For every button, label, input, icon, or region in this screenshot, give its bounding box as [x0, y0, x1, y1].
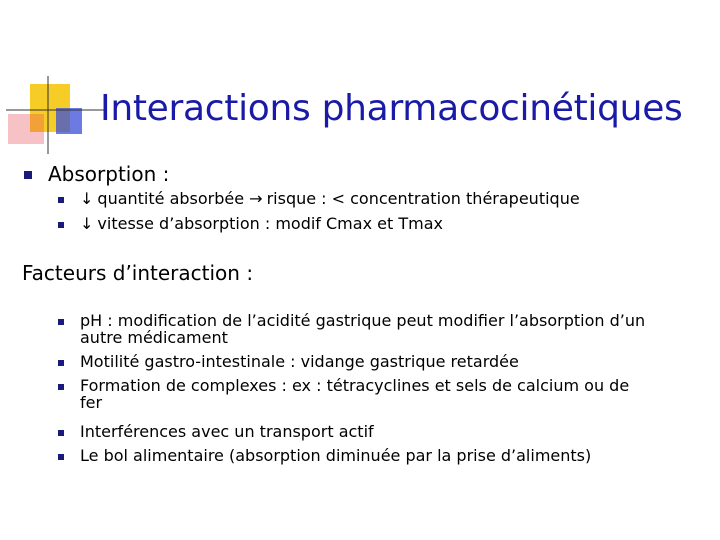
section-absorption-heading: Absorption :: [48, 162, 170, 186]
list-item: [80, 447, 700, 464]
bullet-square-icon: [58, 360, 64, 366]
list-item-line: Motilité gastro-intestinale : vidange gastrique retardée: [80, 352, 519, 371]
list-item: [80, 353, 700, 370]
list-item: [80, 377, 700, 411]
decorative-logo-icon: [0, 70, 110, 160]
list-item-line: Formation de complexes : ex : tétracyclines et sels de calcium ou de: [80, 376, 630, 395]
down-arrow-icon: ↓: [80, 214, 94, 233]
list-item: [80, 214, 443, 234]
list-item-text: risque : < concentration thérapeutique: [266, 189, 580, 208]
list-item-line: fer: [80, 393, 103, 412]
bullet-square-icon: [58, 197, 64, 203]
list-item-line: autre médicament: [80, 328, 228, 347]
list-item-text: quantité absorbée: [97, 189, 245, 208]
slide-title: Interactions pharmacocinétiques: [100, 88, 683, 129]
bullet-square-icon: [24, 171, 32, 179]
list-item-line: pH : modification de l’acidité gastrique peut modifier l’absorption d’un: [80, 311, 646, 330]
bullet-square-icon: [58, 430, 64, 436]
right-arrow-icon: →: [249, 189, 263, 208]
list-item-line: Interférences avec un transport actif: [80, 422, 374, 441]
bullet-square-icon: [58, 384, 64, 390]
list-item: [80, 189, 580, 209]
down-arrow-icon: ↓: [80, 189, 94, 208]
list-item: [80, 312, 700, 346]
list-item-text: vitesse d’absorption : modif Cmax et Tmax: [97, 214, 443, 233]
bullet-square-icon: [58, 454, 64, 460]
list-item: [80, 423, 700, 440]
bullet-square-icon: [58, 222, 64, 228]
section-factors-heading: Facteurs d’interaction :: [22, 261, 254, 285]
bullet-square-icon: [58, 319, 64, 325]
list-item-line: Le bol alimentaire (absorption diminuée par la prise d’aliments): [80, 446, 592, 465]
